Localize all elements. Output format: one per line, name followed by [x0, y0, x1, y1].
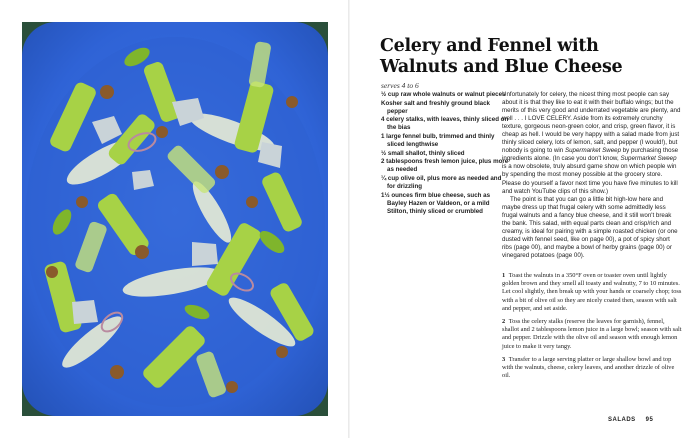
step-text: Toss the celery stalks (reserve the leaves for garnish), fennel, shallot and 2 tablespoons lemon juice in a large bowl; season with salt and pepper. Drizzle with the olive oil and season with enough lemon juice to make it very tangy.	[502, 318, 682, 350]
salad-photo	[22, 22, 328, 416]
step-number: 2	[502, 318, 506, 326]
recipe-title: Celery and Fennel with Walnuts and Blue Cheese	[380, 36, 623, 77]
step	[502, 318, 682, 351]
intro-text-run: by purchasing those ingredients alone. (In case you don't know,	[502, 147, 679, 163]
right-page	[350, 0, 700, 438]
ingredient-item: 1 large fennel bulb, trimmed and thinly sliced lengthwise	[381, 132, 495, 149]
page-number: 95	[645, 417, 654, 423]
page-footer	[608, 417, 653, 423]
step-text: Toast the walnuts in a 350°F oven or toaster oven until lightly golden brown and they smell all toasty and walnutty, 7 to 10 minutes. Let cool slightly, then break up with your hands or coarsely chop; toss with a bit of olive oil so they are nicely coated then, season with salt and pepper, and set aside.	[502, 272, 682, 312]
show-title: Supermarket Sweep	[564, 147, 622, 155]
step-text: Transfer to a large serving platter or large shallow bowl and top with the walnuts, cheese, celery leaves, and another drizzle of olive oil.	[502, 355, 675, 380]
step-number: 3	[502, 355, 506, 363]
intro-paragraph-1	[502, 91, 681, 196]
ingredient-item: ¼ cup olive oil, plus more as needed and for drizzling	[381, 174, 502, 191]
ingredient-item: 1½ ounces firm blue cheese, such as Bayley Hazen or Valdeon, or a mild Stilton, thinly sliced or crumbled	[381, 191, 491, 215]
step-number: 1	[502, 272, 506, 279]
intro-text-run: is a now obsolete, truly absurd game show on which people win by spending the most money possible at the grocery store. Please do yourself a favor next time you have five minutes to kill and watch YouTube clips of this show.)	[502, 163, 678, 195]
section-name: SALADS	[608, 417, 636, 423]
ingredient-item: ½ cup raw whole walnuts or walnut pieces	[381, 91, 506, 98]
step	[502, 272, 682, 313]
ingredient-item: 4 celery stalks, with leaves, thinly sliced on the bias	[381, 116, 509, 132]
intro-paragraph-2: The point is that you can go a little bit high-low here and maybe dress up that frugal celery with some admittedly less frugal walnuts and a fancy blue cheese, and it still won't break the bank. This salad, with equal parts clean and crisp/rich and creamy, is ideal for pairing with a simple roasted chicken (or one dusted with fennel seed, like on page 00), a pot of spicy short ribs (page 00), and maybe a bowl of herby grains (page 00) or vinegared potatoes (page 00).	[502, 195, 678, 259]
step	[502, 356, 682, 381]
ingredient-item: 2 tablespoons fresh lemon juice, plus more as needed	[381, 158, 509, 174]
method-steps	[502, 272, 682, 385]
ingredient-item: Kosher salt and freshly ground black pepper	[381, 99, 490, 115]
intro-text	[502, 91, 681, 260]
ingredient-list	[381, 91, 509, 216]
serves-line: serves 4 to 6	[381, 81, 419, 90]
ingredient-item: ½ small shallot, thinly sliced	[381, 149, 465, 157]
show-title: Supermarket Sweep	[620, 155, 677, 163]
intro-text-run: Unfortunately for celery, the nicest thing most people can say about it is that they like to eat it with their buffalo wings; but the merits of this very good and underrated vegetable are plenty, and well . . . I LOVE CELERY. Aside from its extremely crunchy texture, gorgeous neon-green color, and crisp, green flavor, it is cheap as hell. I would be very happy with a salad made from just thinly sliced celery, lots of lemon, salt, and pepper (I would!), but nobody is going to win	[502, 91, 681, 155]
